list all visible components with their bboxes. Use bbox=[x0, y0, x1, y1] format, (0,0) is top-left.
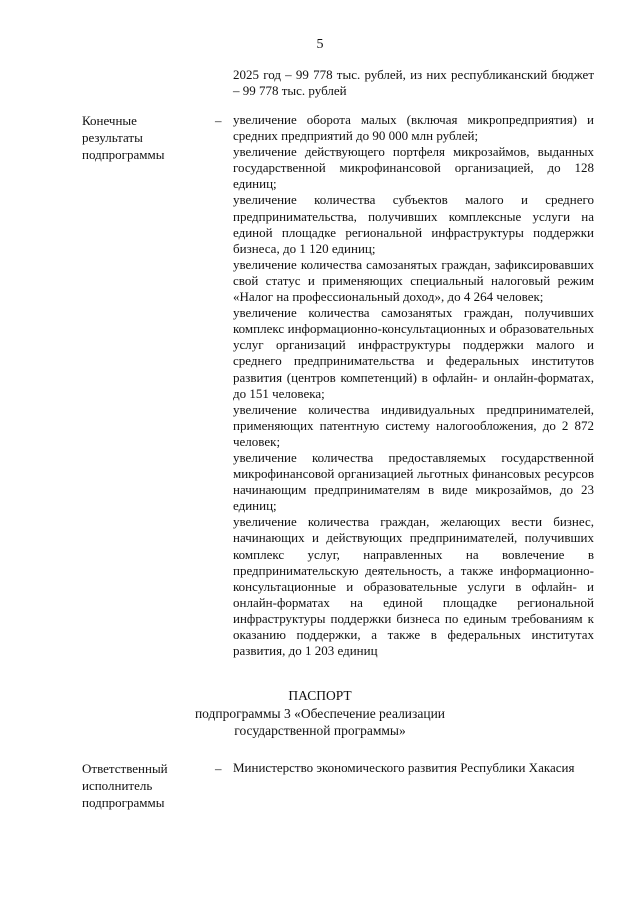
results-label: Конечные результаты подпрограммы bbox=[82, 113, 165, 162]
executor-value: Министерство экономического развития Республики Хакасия bbox=[233, 760, 575, 775]
budget-tail-text: 2025 год – 99 778 тыс. рублей, из них республиканский бюджет – 99 778 тыс. рублей bbox=[233, 67, 594, 99]
results-dash: – bbox=[215, 113, 222, 128]
page-number: 5 bbox=[316, 37, 324, 52]
executor-dash: – bbox=[215, 761, 222, 776]
executor-label: Ответственный исполнитель подпрограммы bbox=[82, 761, 168, 810]
result-item-6: увеличение количества индивидуальных предпринимателей, применяющих патентную систему налогообложения, до 2 872 человек; bbox=[233, 401, 594, 449]
result-item-4: увеличение количества самозанятых граждан, зафиксировавших свой статус и применяющих специальный налоговый режим «Налог на профессиональный доход», до 4 264 человек; bbox=[233, 256, 594, 305]
result-item-2: увеличение действующего портфеля микрозаймов, выданных государственной микрофинансовой организацией, до 128 единиц; bbox=[233, 144, 594, 192]
result-item-3: увеличение количества субъектов малого и среднего предпринимательства, получивших комплексные услуги на единой площадке региональной инфраструктуры поддержки бизнеса, до 1 120 единиц; bbox=[233, 192, 594, 256]
result-item-7: увеличение количества предоставляемых государственной микрофинансовой организацией льготных финансовых ресурсов начинающим предпринимателям в виде микрозаймов, до 23 единиц; bbox=[233, 449, 594, 514]
results-list bbox=[233, 112, 594, 659]
passport-subtitle-line1: подпрограммы 3 «Обеспечение реализации bbox=[194, 706, 446, 721]
result-item-5: увеличение количества самозанятых граждан, получивших комплекс информационно-консультационных и образовательных услуг организаций инфраструктуры поддержки малого и среднего предпринимательства и федеральных институтов развития (центров компетенций) в офлайн- и онлайн-форматах, до 151 человека; bbox=[233, 305, 594, 401]
passport-subtitle-line2: государственной программы» bbox=[234, 723, 406, 738]
result-item-1: увеличение оборота малых (включая микропредприятия) и средних предприятий до 90 000 млн рублей; bbox=[233, 112, 594, 144]
passport-title: ПАСПОРТ bbox=[288, 688, 352, 703]
result-item-8: увеличение количества граждан, желающих вести бизнес, начинающих и действующих предпринимателей, получивших комплекс услуг, направленных на вовлечение в предпринимательскую деятельность, а также информационно-консультационные и образовательные услуги в офлайн- и онлайн-форматах на единой площадке региональной инфраструктуры поддержки бизнеса по единым требованиям к оказанию поддержки, а также в федеральных институтах развития, до 1 203 единиц bbox=[233, 514, 594, 659]
